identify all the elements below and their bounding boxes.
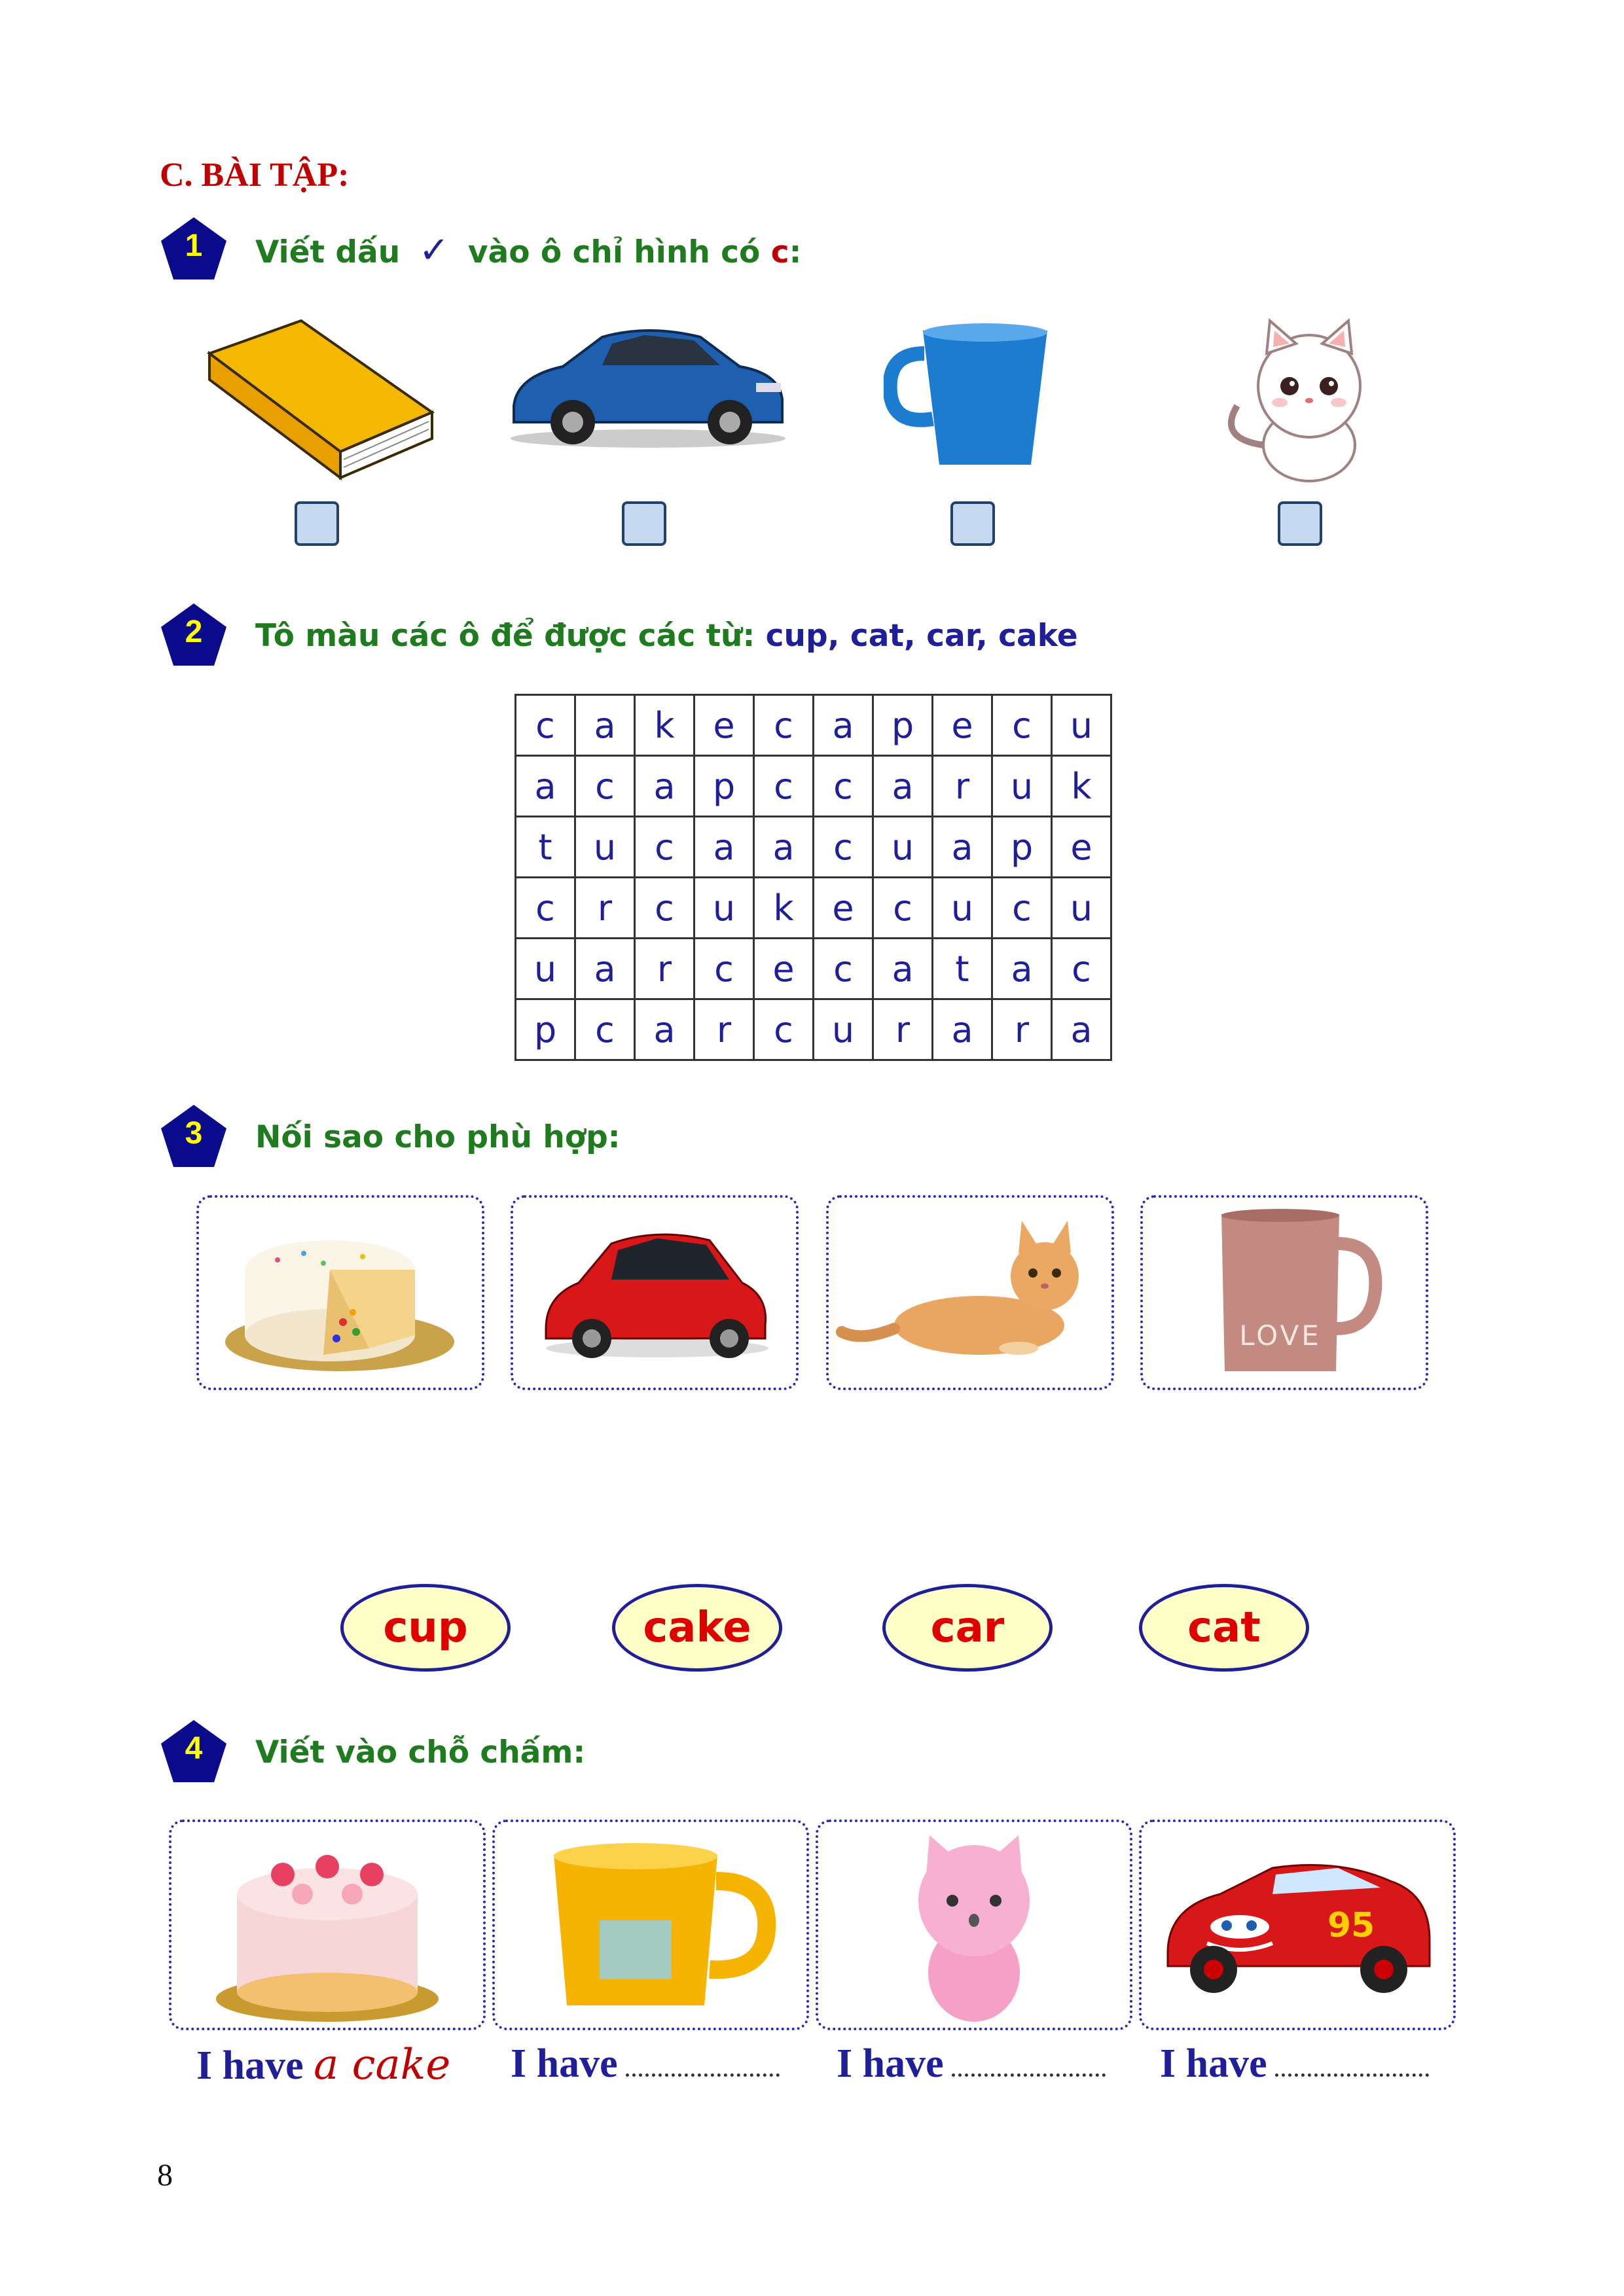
match-picture-cat[interactable]	[826, 1195, 1114, 1390]
exercise-2-number: 2	[185, 615, 203, 649]
answer-blank-4[interactable]	[1275, 2073, 1429, 2077]
exercise-1-instruction: Viết dấu ✓ vào ô chỉ hình có c:	[255, 229, 802, 272]
target-words: cup, cat, car, cake	[765, 618, 1078, 654]
write-picture-cake	[169, 1820, 486, 2030]
grid-cell[interactable]: a	[635, 756, 695, 817]
grid-cell[interactable]: r	[873, 999, 933, 1060]
word-oval-cup[interactable]: cup	[340, 1584, 511, 1672]
grid-cell[interactable]: p	[873, 695, 933, 756]
grid-cell[interactable]: e	[1052, 817, 1111, 878]
pink-cat-toy-icon	[818, 1822, 1130, 2028]
grid-cell[interactable]: c	[575, 999, 635, 1060]
grid-cell[interactable]: u	[516, 939, 575, 999]
write-picture-cup	[492, 1820, 809, 2030]
grid-cell[interactable]: e	[695, 695, 754, 756]
sentence-2: I have	[511, 2041, 780, 2087]
grid-cell[interactable]: c	[754, 756, 814, 817]
grid-cell[interactable]: r	[695, 999, 754, 1060]
grid-cell[interactable]: c	[992, 878, 1052, 939]
checkbox-book[interactable]	[295, 501, 339, 546]
grid-cell[interactable]: c	[635, 817, 695, 878]
sentence-4: I have	[1160, 2041, 1429, 2087]
grid-row	[516, 695, 1111, 756]
grid-cell[interactable]: k	[754, 878, 814, 939]
grid-cell[interactable]: t	[516, 817, 575, 878]
sentence-1: I have a cake	[196, 2041, 451, 2089]
grid-cell[interactable]: u	[933, 878, 992, 939]
grid-row	[516, 756, 1111, 817]
grid-cell[interactable]: u	[1052, 878, 1111, 939]
toy-car-icon	[1142, 1822, 1453, 2028]
grid-cell[interactable]: u	[873, 817, 933, 878]
exercise-4-badge	[160, 1719, 228, 1784]
grid-cell[interactable]: a	[635, 999, 695, 1060]
grid-cell[interactable]: a	[695, 817, 754, 878]
exercise-3-instruction: Nối sao cho phù hợp:	[255, 1119, 621, 1155]
grid-cell[interactable]: p	[992, 817, 1052, 878]
grid-cell[interactable]: c	[814, 817, 873, 878]
sentence-3: I have	[837, 2041, 1106, 2087]
word-oval-cake[interactable]: cake	[612, 1584, 782, 1672]
yellow-cup-icon	[495, 1822, 806, 2028]
grid-cell[interactable]: u	[1052, 695, 1111, 756]
grid-cell[interactable]: a	[933, 817, 992, 878]
cake-icon	[199, 1198, 482, 1388]
car-number: 95	[1327, 1906, 1375, 1945]
grid-cell[interactable]: k	[1052, 756, 1111, 817]
grid-cell[interactable]: c	[873, 878, 933, 939]
grid-cell[interactable]: a	[516, 756, 575, 817]
grid-cell[interactable]: r	[575, 878, 635, 939]
grid-cell[interactable]: c	[1052, 939, 1111, 999]
match-picture-cake[interactable]	[196, 1195, 484, 1390]
word-oval-cat[interactable]: cat	[1139, 1584, 1309, 1672]
write-picture-toy-car	[1139, 1820, 1456, 2030]
red-car-icon	[513, 1198, 796, 1388]
sample-answer: a cake	[314, 2041, 451, 2089]
exercise-3-badge	[160, 1103, 228, 1169]
grid-cell[interactable]: a	[814, 695, 873, 756]
section-title: C. BÀI TẬP:	[160, 156, 350, 194]
grid-cell[interactable]: c	[516, 695, 575, 756]
grid-row	[516, 878, 1111, 939]
exercise-4-number: 4	[185, 1731, 203, 1766]
exercise-1-badge	[160, 216, 228, 281]
grid-cell[interactable]: u	[814, 999, 873, 1060]
grid-cell[interactable]: c	[516, 878, 575, 939]
exercise-2-badge	[160, 602, 228, 668]
cake-icon	[171, 1822, 483, 2028]
grid-cell[interactable]: t	[933, 939, 992, 999]
mug-icon	[1143, 1198, 1426, 1388]
checkbox-cat[interactable]	[1278, 501, 1322, 546]
answer-blank-2[interactable]	[626, 2073, 780, 2077]
grid-cell[interactable]: c	[814, 756, 873, 817]
grid-cell[interactable]: e	[754, 939, 814, 999]
cat-icon	[829, 1198, 1111, 1388]
grid-cell[interactable]: p	[695, 756, 754, 817]
grid-cell[interactable]: a	[754, 817, 814, 878]
word-search-grid	[514, 694, 1112, 1061]
checkbox-car[interactable]	[622, 501, 666, 546]
grid-cell[interactable]: r	[635, 939, 695, 999]
grid-cell[interactable]: c	[754, 999, 814, 1060]
match-picture-car[interactable]	[511, 1195, 799, 1390]
page-number: 8	[157, 2158, 173, 2193]
checkbox-cup[interactable]	[950, 501, 995, 546]
grid-cell[interactable]: a	[575, 695, 635, 756]
exercise-3-number: 3	[185, 1116, 203, 1151]
grid-cell[interactable]: u	[695, 878, 754, 939]
grid-row	[516, 999, 1111, 1060]
exercise-2-instruction: Tô màu các ô để được các từ: cup, cat, car, cake	[255, 618, 1078, 654]
grid-cell[interactable]: a	[992, 939, 1052, 999]
grid-cell[interactable]: r	[933, 756, 992, 817]
write-picture-cat-toy	[816, 1820, 1132, 2030]
cat-icon	[1211, 314, 1381, 484]
grid-cell[interactable]: e	[814, 878, 873, 939]
grid-cell[interactable]: c	[695, 939, 754, 999]
grid-cell[interactable]: a	[575, 939, 635, 999]
mug-text: LOVE	[1239, 1319, 1322, 1352]
grid-cell[interactable]: e	[933, 695, 992, 756]
grid-cell[interactable]: a	[1052, 999, 1111, 1060]
match-picture-mug[interactable]	[1140, 1195, 1428, 1390]
grid-cell[interactable]: a	[933, 999, 992, 1060]
car-icon	[504, 314, 792, 452]
grid-row	[516, 817, 1111, 878]
grid-cell[interactable]: c	[575, 756, 635, 817]
cup-icon	[884, 321, 1060, 471]
grid-cell[interactable]: c	[635, 878, 695, 939]
grid-cell[interactable]: p	[516, 999, 575, 1060]
word-oval-car[interactable]: car	[882, 1584, 1053, 1672]
grid-cell[interactable]: c	[754, 695, 814, 756]
grid-cell[interactable]: u	[992, 756, 1052, 817]
grid-cell[interactable]: u	[575, 817, 635, 878]
grid-row	[516, 939, 1111, 999]
grid-cell[interactable]: a	[873, 756, 933, 817]
exercise-4-instruction: Viết vào chỗ chấm:	[255, 1734, 586, 1770]
grid-cell[interactable]: c	[992, 695, 1052, 756]
grid-cell[interactable]: c	[814, 939, 873, 999]
check-icon: ✓	[418, 229, 450, 272]
grid-cell[interactable]: r	[992, 999, 1052, 1060]
grid-cell[interactable]: k	[635, 695, 695, 756]
book-icon	[203, 314, 439, 484]
exercise-1-number: 1	[185, 228, 203, 263]
answer-blank-3[interactable]	[952, 2073, 1106, 2077]
grid-cell[interactable]: a	[873, 939, 933, 999]
